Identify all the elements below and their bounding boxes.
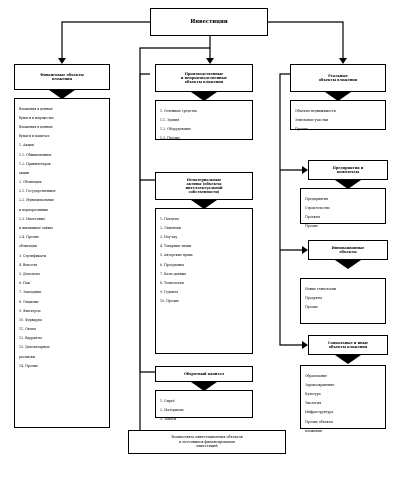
list-item: 14. Прочие xyxy=(19,363,38,368)
list-item: 10. Форварды xyxy=(19,317,42,322)
list-item: Вложения в ценные xyxy=(19,124,53,129)
list-item: 3. Сертификаты xyxy=(19,253,47,258)
connector-title-left xyxy=(62,22,150,58)
col3-list-c xyxy=(300,278,386,324)
list-item: Образование xyxy=(305,373,327,378)
col2-low-header-text: Оборотный капитал xyxy=(183,371,225,376)
list-item: 2.4. Прочие xyxy=(19,235,39,240)
list-item: 1.1. Здания xyxy=(160,117,180,122)
col3-list-b xyxy=(300,188,386,229)
list-item: и жилищные займы xyxy=(19,226,53,231)
list-item: бумаги и имущество xyxy=(19,115,54,120)
list-item: 6. Программы xyxy=(160,262,184,267)
col3-h4-text: Социальные и иные объекты вложения xyxy=(327,340,369,349)
list-item: 1. Сырьё xyxy=(160,398,175,403)
col2-header xyxy=(155,64,253,92)
col2-list-b xyxy=(155,208,253,354)
list-item: 1. Акции xyxy=(19,143,34,148)
list-item: 2. Лицензии xyxy=(160,225,181,230)
list-item: 13. Депозитарные xyxy=(19,345,50,350)
list-item: Продукты xyxy=(305,295,322,300)
list-item: бумаги и капитал: xyxy=(19,134,51,139)
footer-box xyxy=(128,430,286,454)
list-item: 2.2. Муниципальные xyxy=(19,198,54,203)
list-item: 5. Депозиты xyxy=(19,271,40,276)
list-item: Новые технологии xyxy=(305,286,337,291)
list-item: Прочие xyxy=(295,126,308,131)
list-item: 4. Векселя xyxy=(19,262,37,267)
col1-header-text: Финансовые объекты вложения xyxy=(40,72,84,81)
col2-low-header xyxy=(155,366,253,382)
list-item: 1.2. Оборудование xyxy=(160,126,192,131)
list-item: 5. Авторские права xyxy=(160,253,193,258)
footer-text: Взаимосвязь инвестиционных объектов и источников финансирования инвестиций xyxy=(171,435,243,449)
connector-col2-2 xyxy=(140,180,155,372)
list-item: 1.2. Привилегиров. xyxy=(19,161,52,166)
list-item: Вложения в ценные xyxy=(19,106,53,111)
list-item: и корпоративные xyxy=(19,207,49,212)
list-item: Здравоохранение xyxy=(305,382,335,387)
list-item: 9. Фьючерсы xyxy=(19,308,41,313)
title-text: Инвестиции xyxy=(190,18,228,25)
col2-list-c xyxy=(155,390,253,421)
list-item: Земельные участки xyxy=(295,117,329,122)
list-item: 1.3. Прочие xyxy=(160,136,180,141)
col2-mid-header xyxy=(155,172,253,200)
list-item: 11. Свопы xyxy=(19,327,36,332)
list-item: 3. Ноу-хау xyxy=(160,234,178,239)
col2-list-a xyxy=(155,100,253,140)
col3-list-a xyxy=(290,100,386,130)
list-item: 12. Варранты xyxy=(19,336,42,341)
list-item: 1. Основные средства xyxy=(160,108,197,113)
list-item: Прочие xyxy=(305,224,318,229)
col2-header-text: Производственные и непроизводственные объекты вложения xyxy=(180,71,228,85)
title-box xyxy=(150,8,268,36)
list-item: 4. Товарные знаки xyxy=(160,244,192,249)
list-item: вложения xyxy=(305,428,322,433)
connector-col2-1 xyxy=(140,74,155,180)
list-item: 2.3. Ипотечные xyxy=(19,216,46,221)
list-item: расписки xyxy=(19,354,35,359)
col1-header xyxy=(14,64,110,90)
col3-header-text: Реальные объекты вложения xyxy=(318,73,358,82)
col2-mid-header-text: Нематериальные активы (объекты интеллектуальной собственности) xyxy=(185,177,223,195)
col3-h3-triangle xyxy=(335,260,361,269)
list-item: Проекты xyxy=(305,214,320,219)
list-item: Прочие объекты xyxy=(305,419,333,424)
list-item: акции xyxy=(19,170,30,175)
connector-col3-2 xyxy=(280,170,302,250)
list-item: 8. Технологии xyxy=(160,280,184,285)
list-item: Прочие xyxy=(305,304,318,309)
list-item: Объекты недвижимости xyxy=(295,108,336,113)
list-item: 6. Паи xyxy=(19,281,30,286)
list-item: 10. Прочие xyxy=(160,299,179,304)
connector-col3-3 xyxy=(280,250,302,345)
list-item: 3. Запасы xyxy=(160,416,177,421)
list-item: Экология xyxy=(305,401,322,406)
col3-list-d xyxy=(300,365,386,433)
list-item: Инфраструктура xyxy=(305,410,334,415)
col3-h3 xyxy=(308,240,388,260)
col1-list xyxy=(14,98,110,428)
list-item: 7. Закладные xyxy=(19,290,42,295)
col3-h2 xyxy=(308,160,388,180)
list-item: 2. Материалы xyxy=(160,407,184,412)
list-item: 9. Гудвилл xyxy=(160,290,178,295)
connector-title-right xyxy=(268,22,343,58)
list-item: Предприятия xyxy=(305,196,328,201)
col3-h4-triangle xyxy=(335,355,361,364)
list-item: 1.1. Обыкновенные xyxy=(19,152,52,157)
col3-h4 xyxy=(308,335,388,355)
col3-h2-text: Предприятия и комплексы xyxy=(332,165,364,174)
list-item: Строительство xyxy=(305,205,330,210)
list-item: 1. Патенты xyxy=(160,216,179,221)
list-item: облигации xyxy=(19,244,37,249)
list-item: 7. Базы данных xyxy=(160,271,187,276)
list-item: 8. Опционы xyxy=(19,299,39,304)
list-item: 2.1. Государственные xyxy=(19,189,56,194)
list-item: 2. Облигации xyxy=(19,180,42,185)
col3-header xyxy=(290,64,386,92)
col3-h3-text: Инновационные объекты xyxy=(331,245,365,254)
list-item: Культура xyxy=(305,391,321,396)
